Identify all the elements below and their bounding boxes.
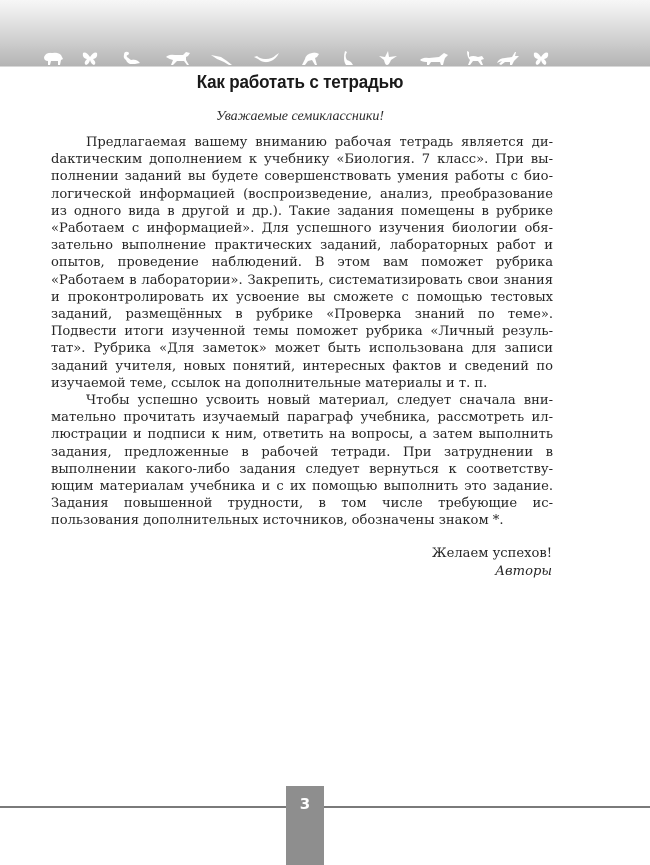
paragraph-2: Чтобы успешно усвоить новый материал, следует сначала внимательно прочитать изучаемый параграф учебника, рассмотреть иллюстрации и подписи к ним, ответить на вопросы, а затем выполнить задания, предложенные в рабочей тетради. При затруднении в выполнении какого-либо задания следует вернуться к соответствующим материалам учебника и с их помощью выполнить это задание. Задания повышенной трудности, в том числе требующие использования дополнительных источников, обозначены знаком *. xyxy=(51,393,553,529)
bison-silhouette-icon xyxy=(42,51,64,66)
butterfly-silhouette-icon xyxy=(82,51,98,66)
antelope-silhouette-icon xyxy=(496,51,520,66)
closing-wish: Желаем успехов! xyxy=(431,546,552,561)
insect-silhouette-icon xyxy=(377,51,399,66)
footer-divider xyxy=(0,806,650,808)
page-number-box xyxy=(286,786,324,865)
body-text xyxy=(51,134,553,530)
greeting: Уважаемые семиклассники! xyxy=(215,109,385,124)
dolphin-silhouette-icon xyxy=(254,51,280,66)
closing-signature xyxy=(432,545,552,580)
page-title: Как работать с тетрадью xyxy=(196,71,404,92)
butterfly-silhouette-icon xyxy=(533,51,549,66)
bird-flying-silhouette-icon xyxy=(211,51,233,66)
page-number: 3 xyxy=(299,795,311,813)
animal-silhouettes-strip xyxy=(0,50,650,66)
bull-silhouette-icon xyxy=(419,51,449,66)
closing-authors: Авторы xyxy=(495,563,552,579)
banner-divider xyxy=(0,66,650,67)
paragraph-1: Предлагаемая вашему вниманию рабочая тетрадь является диdактическим дополнением к учебнику «Биология. 7 класс». При выполнении заданий вы будете совершенствовать умения работы с биологической информацией (воспроизведение, анализ, преобразование из одного вида в другой и др.). Такие задания помещены в рубрике «Работаем с информацией». Для успешного изучения биологии обязательно выполнение практических заданий, лабораторных работ и опытов, проведение наблюдений. В этом вам поможет рубрика «Работаем в лаборатории». Закрепить, систематизировать свои знания и проконтролировать их усвоение вы сможете с помощью тестовых заданий, размещённых в рубрике «Проверка знаний по теме». Подвести итоги изученной темы поможет рубрика «Личный результат». Рубрика «Для заметок» может быть использована для записи заданий учителя, новых понятий, интересных фактов и сведений по изучаемой теме, ссылок на дополнительные материалы и т. п. xyxy=(51,135,553,391)
scorpion-silhouette-icon xyxy=(121,51,141,66)
heron-silhouette-icon xyxy=(342,51,354,66)
horse-silhouette-icon xyxy=(165,51,191,66)
boar-silhouette-icon xyxy=(298,51,320,66)
cat-silhouette-icon xyxy=(465,51,485,66)
